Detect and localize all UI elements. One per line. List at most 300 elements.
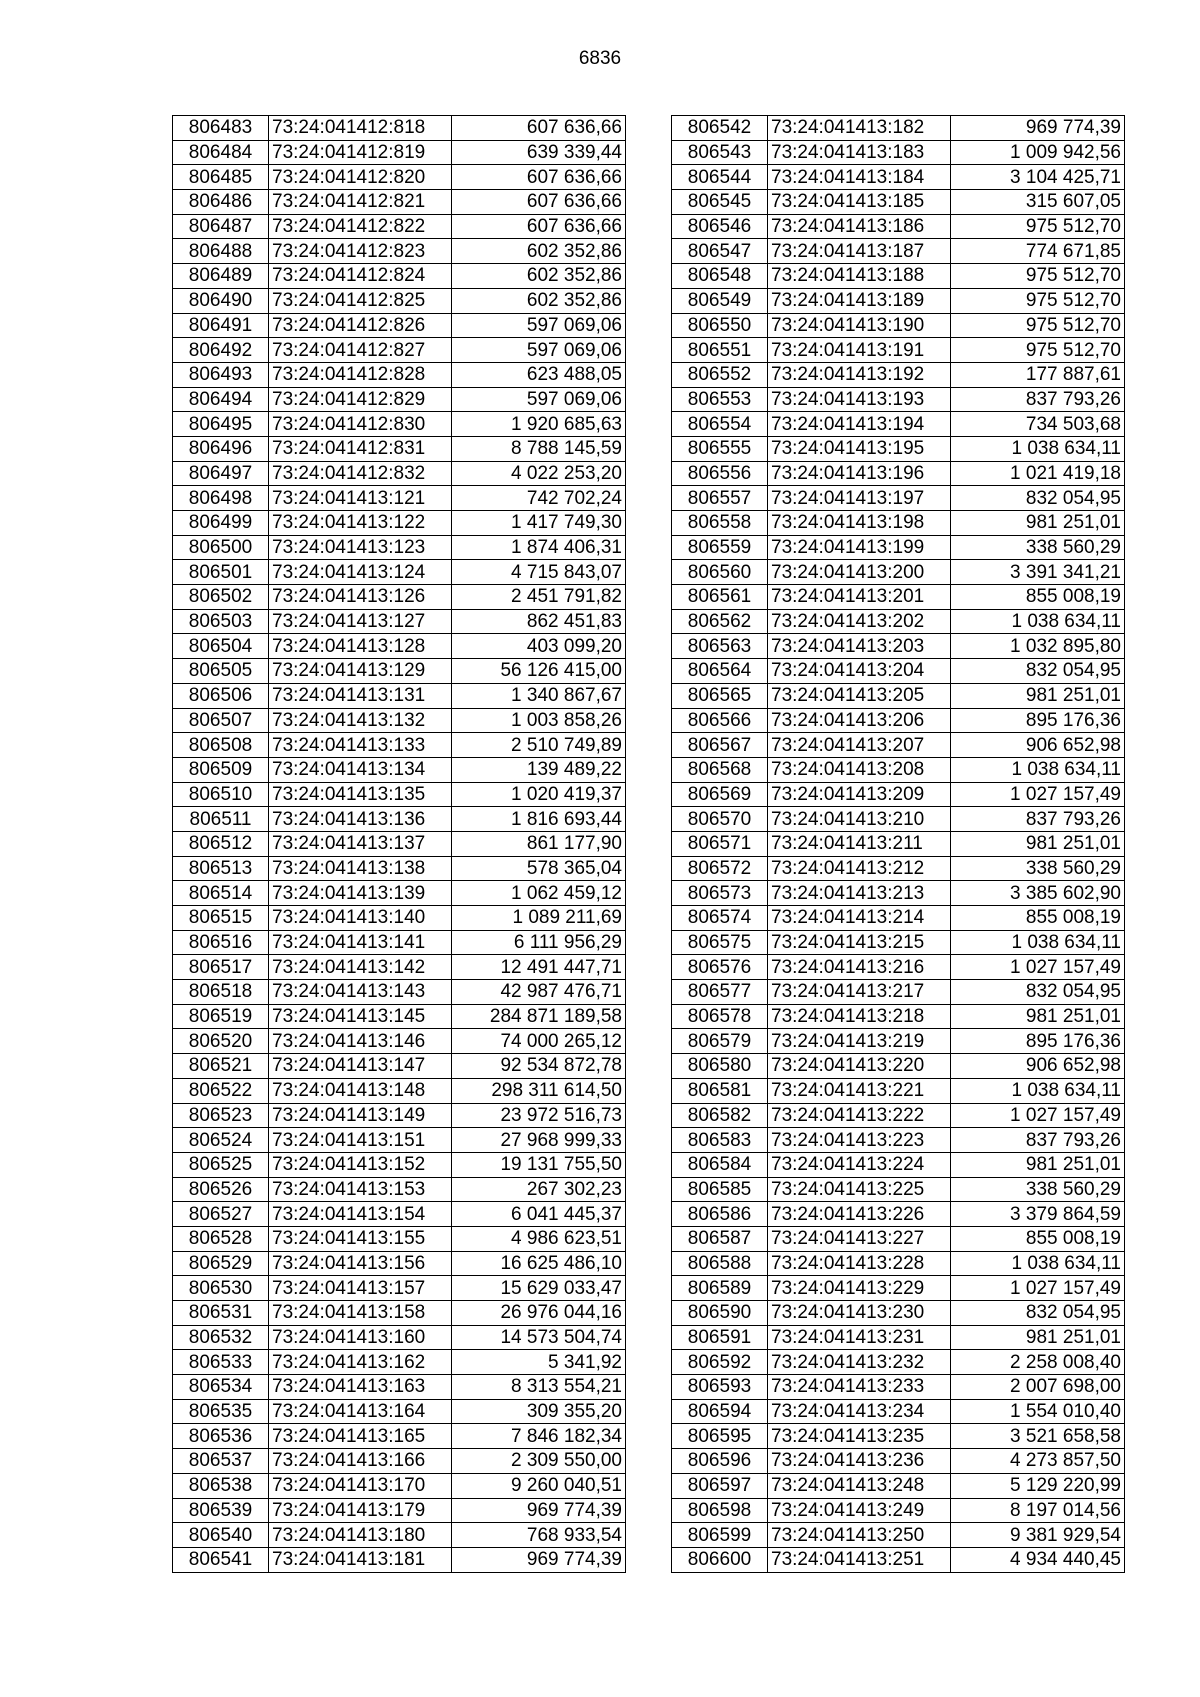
table-row bbox=[672, 535, 1125, 560]
record-number-cell: 806548 bbox=[672, 264, 768, 289]
table-row bbox=[173, 535, 626, 560]
cadastral-number-cell: 73:24:041413:206 bbox=[768, 708, 951, 733]
table-row bbox=[672, 1251, 1125, 1276]
cadastral-value-cell: 1 021 419,18 bbox=[951, 461, 1125, 486]
record-number-cell: 806500 bbox=[173, 535, 269, 560]
table-row bbox=[173, 782, 626, 807]
table-row bbox=[672, 1276, 1125, 1301]
cadastral-value-cell: 969 774,39 bbox=[452, 1498, 626, 1523]
table-row bbox=[173, 1078, 626, 1103]
record-number-cell: 806576 bbox=[672, 955, 768, 980]
cadastral-number-cell: 73:24:041413:201 bbox=[768, 585, 951, 610]
cadastral-value-cell: 4 715 843,07 bbox=[452, 560, 626, 585]
cadastral-value-cell: 607 636,66 bbox=[452, 190, 626, 215]
cadastral-number-cell: 73:24:041413:189 bbox=[768, 288, 951, 313]
cadastral-value-cell: 42 987 476,71 bbox=[452, 980, 626, 1005]
record-number-cell: 806558 bbox=[672, 511, 768, 536]
cadastral-value-cell: 3 104 425,71 bbox=[951, 165, 1125, 190]
record-number-cell: 806598 bbox=[672, 1498, 768, 1523]
cadastral-value-cell: 855 008,19 bbox=[951, 1226, 1125, 1251]
record-number-cell: 806516 bbox=[173, 930, 269, 955]
cadastral-number-cell: 73:24:041413:212 bbox=[768, 856, 951, 881]
cadastral-value-cell: 338 560,29 bbox=[951, 535, 1125, 560]
cadastral-number-cell: 73:24:041413:203 bbox=[768, 634, 951, 659]
cadastral-value-cell: 5 129 220,99 bbox=[951, 1473, 1125, 1498]
table-row bbox=[672, 733, 1125, 758]
record-number-cell: 806522 bbox=[173, 1078, 269, 1103]
cadastral-number-cell: 73:24:041413:147 bbox=[269, 1054, 452, 1079]
record-number-cell: 806538 bbox=[173, 1473, 269, 1498]
table-row bbox=[672, 288, 1125, 313]
cadastral-number-cell: 73:24:041413:153 bbox=[269, 1177, 452, 1202]
record-number-cell: 806549 bbox=[672, 288, 768, 313]
cadastral-value-cell: 7 846 182,34 bbox=[452, 1424, 626, 1449]
cadastral-value-cell: 602 352,86 bbox=[452, 264, 626, 289]
cadastral-value-cell: 5 341,92 bbox=[452, 1350, 626, 1375]
record-number-cell: 806544 bbox=[672, 165, 768, 190]
table-row bbox=[672, 930, 1125, 955]
cadastral-value-cell: 1 003 858,26 bbox=[452, 708, 626, 733]
cadastral-number-cell: 73:24:041413:157 bbox=[269, 1276, 452, 1301]
record-number-cell: 806566 bbox=[672, 708, 768, 733]
cadastral-value-cell: 607 636,66 bbox=[452, 214, 626, 239]
table-row bbox=[672, 1202, 1125, 1227]
table-row bbox=[672, 659, 1125, 684]
table-row bbox=[672, 560, 1125, 585]
cadastral-value-cell: 1 417 749,30 bbox=[452, 511, 626, 536]
cadastral-value-cell: 607 636,66 bbox=[452, 165, 626, 190]
cadastral-number-cell: 73:24:041413:220 bbox=[768, 1054, 951, 1079]
cadastral-number-cell: 73:24:041413:149 bbox=[269, 1103, 452, 1128]
record-number-cell: 806545 bbox=[672, 190, 768, 215]
record-number-cell: 806504 bbox=[173, 634, 269, 659]
table-row bbox=[173, 1473, 626, 1498]
table-row bbox=[173, 190, 626, 215]
cadastral-value-cell: 338 560,29 bbox=[951, 1177, 1125, 1202]
record-number-cell: 806529 bbox=[173, 1251, 269, 1276]
table-row bbox=[672, 609, 1125, 634]
record-number-cell: 806595 bbox=[672, 1424, 768, 1449]
cadastral-number-cell: 73:24:041413:251 bbox=[768, 1547, 951, 1572]
cadastral-value-cell: 8 197 014,56 bbox=[951, 1498, 1125, 1523]
cadastral-value-cell: 1 032 895,80 bbox=[951, 634, 1125, 659]
cadastral-value-cell: 969 774,39 bbox=[452, 1547, 626, 1572]
table-row bbox=[173, 412, 626, 437]
cadastral-value-cell: 602 352,86 bbox=[452, 288, 626, 313]
record-number-cell: 806574 bbox=[672, 906, 768, 931]
table-row bbox=[173, 683, 626, 708]
cadastral-number-cell: 73:24:041413:154 bbox=[269, 1202, 452, 1227]
record-number-cell: 806592 bbox=[672, 1350, 768, 1375]
record-number-cell: 806547 bbox=[672, 239, 768, 264]
cadastral-number-cell: 73:24:041413:142 bbox=[269, 955, 452, 980]
cadastral-number-cell: 73:24:041413:187 bbox=[768, 239, 951, 264]
cadastral-value-cell: 774 671,85 bbox=[951, 239, 1125, 264]
record-number-cell: 806523 bbox=[173, 1103, 269, 1128]
table-row bbox=[672, 1399, 1125, 1424]
table-row bbox=[173, 239, 626, 264]
record-number-cell: 806515 bbox=[173, 906, 269, 931]
cadastral-value-cell: 14 573 504,74 bbox=[452, 1325, 626, 1350]
record-number-cell: 806533 bbox=[173, 1350, 269, 1375]
cadastral-number-cell: 73:24:041413:164 bbox=[269, 1399, 452, 1424]
cadastral-number-cell: 73:24:041413:217 bbox=[768, 980, 951, 1005]
table-row bbox=[173, 1128, 626, 1153]
table-row bbox=[672, 387, 1125, 412]
table-row bbox=[672, 1498, 1125, 1523]
cadastral-number-cell: 73:24:041413:128 bbox=[269, 634, 452, 659]
cadastral-number-cell: 73:24:041413:202 bbox=[768, 609, 951, 634]
table-row bbox=[173, 1547, 626, 1572]
cadastral-number-cell: 73:24:041413:131 bbox=[269, 683, 452, 708]
cadastral-value-cell: 742 702,24 bbox=[452, 486, 626, 511]
cadastral-number-cell: 73:24:041412:819 bbox=[269, 140, 452, 165]
cadastral-value-cell: 9 381 929,54 bbox=[951, 1523, 1125, 1548]
record-number-cell: 806491 bbox=[173, 313, 269, 338]
cadastral-number-cell: 73:24:041413:162 bbox=[269, 1350, 452, 1375]
table-row bbox=[173, 807, 626, 832]
table-row bbox=[672, 1547, 1125, 1572]
table-row bbox=[173, 1202, 626, 1227]
cadastral-number-cell: 73:24:041413:123 bbox=[269, 535, 452, 560]
record-number-cell: 806573 bbox=[672, 881, 768, 906]
cadastral-value-cell: 1 038 634,11 bbox=[951, 1078, 1125, 1103]
cadastral-value-cell: 975 512,70 bbox=[951, 313, 1125, 338]
cadastral-number-cell: 73:24:041412:825 bbox=[269, 288, 452, 313]
record-number-cell: 806507 bbox=[173, 708, 269, 733]
table-row bbox=[672, 757, 1125, 782]
record-number-cell: 806506 bbox=[173, 683, 269, 708]
table-row bbox=[672, 140, 1125, 165]
record-number-cell: 806509 bbox=[173, 757, 269, 782]
table-row bbox=[173, 116, 626, 141]
page-number: 6836 bbox=[578, 48, 622, 69]
record-number-cell: 806553 bbox=[672, 387, 768, 412]
cadastral-value-cell: 1 020 419,37 bbox=[452, 782, 626, 807]
table-row bbox=[672, 1301, 1125, 1326]
table-row bbox=[672, 881, 1125, 906]
table-row bbox=[173, 733, 626, 758]
table-row bbox=[672, 1350, 1125, 1375]
cadastral-number-cell: 73:24:041413:179 bbox=[269, 1498, 452, 1523]
cadastral-value-cell: 1 027 157,49 bbox=[951, 955, 1125, 980]
cadastral-value-cell: 3 385 602,90 bbox=[951, 881, 1125, 906]
cadastral-value-cell: 4 273 857,50 bbox=[951, 1449, 1125, 1474]
record-number-cell: 806550 bbox=[672, 313, 768, 338]
table-row bbox=[672, 1152, 1125, 1177]
record-number-cell: 806584 bbox=[672, 1152, 768, 1177]
record-number-cell: 806510 bbox=[173, 782, 269, 807]
table-row bbox=[173, 1004, 626, 1029]
record-number-cell: 806600 bbox=[672, 1547, 768, 1572]
cadastral-number-cell: 73:24:041413:143 bbox=[269, 980, 452, 1005]
cadastral-value-cell: 981 251,01 bbox=[951, 831, 1125, 856]
table-row bbox=[173, 1375, 626, 1400]
cadastral-number-cell: 73:24:041413:222 bbox=[768, 1103, 951, 1128]
cadastral-value-cell: 298 311 614,50 bbox=[452, 1078, 626, 1103]
cadastral-number-cell: 73:24:041413:126 bbox=[269, 585, 452, 610]
cadastral-number-cell: 73:24:041413:208 bbox=[768, 757, 951, 782]
cadastral-number-cell: 73:24:041413:205 bbox=[768, 683, 951, 708]
record-number-cell: 806536 bbox=[173, 1424, 269, 1449]
record-number-cell: 806519 bbox=[173, 1004, 269, 1029]
record-number-cell: 806570 bbox=[672, 807, 768, 832]
table-row bbox=[173, 831, 626, 856]
record-number-cell: 806517 bbox=[173, 955, 269, 980]
cadastral-value-cell: 315 607,05 bbox=[951, 190, 1125, 215]
cadastral-number-cell: 73:24:041413:127 bbox=[269, 609, 452, 634]
record-number-cell: 806520 bbox=[173, 1029, 269, 1054]
table-row bbox=[173, 1152, 626, 1177]
cadastral-number-cell: 73:24:041412:830 bbox=[269, 412, 452, 437]
record-number-cell: 806542 bbox=[672, 116, 768, 141]
cadastral-value-cell: 1 038 634,11 bbox=[951, 609, 1125, 634]
cadastral-value-cell: 2 007 698,00 bbox=[951, 1375, 1125, 1400]
cadastral-value-cell: 1 554 010,40 bbox=[951, 1399, 1125, 1424]
record-number-cell: 806494 bbox=[173, 387, 269, 412]
record-number-cell: 806532 bbox=[173, 1325, 269, 1350]
cadastral-number-cell: 73:24:041413:213 bbox=[768, 881, 951, 906]
cadastral-number-cell: 73:24:041413:232 bbox=[768, 1350, 951, 1375]
record-number-cell: 806534 bbox=[173, 1375, 269, 1400]
table-row bbox=[173, 560, 626, 585]
table-row bbox=[173, 511, 626, 536]
cadastral-number-cell: 73:24:041412:818 bbox=[269, 116, 452, 141]
record-number-cell: 806488 bbox=[173, 239, 269, 264]
cadastral-value-cell: 92 534 872,78 bbox=[452, 1054, 626, 1079]
cadastral-value-cell: 4 934 440,45 bbox=[951, 1547, 1125, 1572]
cadastral-value-cell: 837 793,26 bbox=[951, 387, 1125, 412]
cadastral-value-cell: 74 000 265,12 bbox=[452, 1029, 626, 1054]
cadastral-value-cell: 267 302,23 bbox=[452, 1177, 626, 1202]
cadastral-number-cell: 73:24:041412:829 bbox=[269, 387, 452, 412]
record-number-cell: 806502 bbox=[173, 585, 269, 610]
cadastral-number-cell: 73:24:041413:133 bbox=[269, 733, 452, 758]
cadastral-value-cell: 832 054,95 bbox=[951, 980, 1125, 1005]
table-row bbox=[672, 1449, 1125, 1474]
record-number-cell: 806496 bbox=[173, 436, 269, 461]
table-row bbox=[672, 486, 1125, 511]
table-row bbox=[173, 1301, 626, 1326]
cadastral-value-cell: 861 177,90 bbox=[452, 831, 626, 856]
cadastral-value-cell: 981 251,01 bbox=[951, 1004, 1125, 1029]
table-row bbox=[672, 585, 1125, 610]
table-row bbox=[173, 1029, 626, 1054]
cadastral-number-cell: 73:24:041413:185 bbox=[768, 190, 951, 215]
cadastral-number-cell: 73:24:041413:158 bbox=[269, 1301, 452, 1326]
record-number-cell: 806568 bbox=[672, 757, 768, 782]
cadastral-number-cell: 73:24:041413:188 bbox=[768, 264, 951, 289]
cadastral-number-cell: 73:24:041413:145 bbox=[269, 1004, 452, 1029]
table-row bbox=[173, 659, 626, 684]
cadastral-number-cell: 73:24:041413:193 bbox=[768, 387, 951, 412]
cadastral-number-cell: 73:24:041413:214 bbox=[768, 906, 951, 931]
cadastral-number-cell: 73:24:041413:198 bbox=[768, 511, 951, 536]
record-number-cell: 806571 bbox=[672, 831, 768, 856]
cadastral-value-cell: 1 816 693,44 bbox=[452, 807, 626, 832]
table-row bbox=[672, 1029, 1125, 1054]
cadastral-value-cell: 16 625 486,10 bbox=[452, 1251, 626, 1276]
record-number-cell: 806585 bbox=[672, 1177, 768, 1202]
table-row bbox=[672, 313, 1125, 338]
cadastral-value-cell: 8 788 145,59 bbox=[452, 436, 626, 461]
cadastral-number-cell: 73:24:041413:215 bbox=[768, 930, 951, 955]
table-row bbox=[672, 239, 1125, 264]
record-number-cell: 806489 bbox=[173, 264, 269, 289]
cadastral-number-cell: 73:24:041413:230 bbox=[768, 1301, 951, 1326]
cadastral-number-cell: 73:24:041413:134 bbox=[269, 757, 452, 782]
record-number-cell: 806564 bbox=[672, 659, 768, 684]
table-row bbox=[173, 955, 626, 980]
cadastral-value-cell: 27 968 999,33 bbox=[452, 1128, 626, 1153]
cadastral-value-cell: 177 887,61 bbox=[951, 362, 1125, 387]
cadastral-value-cell: 3 379 864,59 bbox=[951, 1202, 1125, 1227]
cadastral-number-cell: 73:24:041413:132 bbox=[269, 708, 452, 733]
cadastral-value-cell: 2 510 749,89 bbox=[452, 733, 626, 758]
record-number-cell: 806599 bbox=[672, 1523, 768, 1548]
cadastral-number-cell: 73:24:041413:221 bbox=[768, 1078, 951, 1103]
cadastral-value-cell: 1 038 634,11 bbox=[951, 436, 1125, 461]
cadastral-value-cell: 4 986 623,51 bbox=[452, 1226, 626, 1251]
registry-table-left bbox=[172, 115, 626, 1573]
table-row bbox=[173, 1103, 626, 1128]
record-number-cell: 806590 bbox=[672, 1301, 768, 1326]
table-row bbox=[672, 116, 1125, 141]
record-number-cell: 806528 bbox=[173, 1226, 269, 1251]
cadastral-number-cell: 73:24:041413:148 bbox=[269, 1078, 452, 1103]
table-row bbox=[173, 461, 626, 486]
cadastral-value-cell: 1 027 157,49 bbox=[951, 1103, 1125, 1128]
cadastral-value-cell: 862 451,83 bbox=[452, 609, 626, 634]
record-number-cell: 806486 bbox=[173, 190, 269, 215]
record-number-cell: 806543 bbox=[672, 140, 768, 165]
cadastral-number-cell: 73:24:041412:827 bbox=[269, 338, 452, 363]
cadastral-value-cell: 2 451 791,82 bbox=[452, 585, 626, 610]
cadastral-number-cell: 73:24:041413:235 bbox=[768, 1424, 951, 1449]
cadastral-value-cell: 1 038 634,11 bbox=[951, 930, 1125, 955]
record-number-cell: 806485 bbox=[173, 165, 269, 190]
table-row bbox=[173, 856, 626, 881]
record-number-cell: 806490 bbox=[173, 288, 269, 313]
cadastral-number-cell: 73:24:041413:218 bbox=[768, 1004, 951, 1029]
cadastral-value-cell: 1 920 685,63 bbox=[452, 412, 626, 437]
cadastral-value-cell: 855 008,19 bbox=[951, 585, 1125, 610]
record-number-cell: 806596 bbox=[672, 1449, 768, 1474]
table-row bbox=[672, 1226, 1125, 1251]
cadastral-value-cell: 597 069,06 bbox=[452, 387, 626, 412]
cadastral-number-cell: 73:24:041413:140 bbox=[269, 906, 452, 931]
record-number-cell: 806575 bbox=[672, 930, 768, 955]
cadastral-value-cell: 3 391 341,21 bbox=[951, 560, 1125, 585]
table-row bbox=[672, 436, 1125, 461]
table-row bbox=[173, 436, 626, 461]
record-number-cell: 806577 bbox=[672, 980, 768, 1005]
record-number-cell: 806531 bbox=[173, 1301, 269, 1326]
cadastral-number-cell: 73:24:041413:183 bbox=[768, 140, 951, 165]
cadastral-number-cell: 73:24:041412:831 bbox=[269, 436, 452, 461]
cadastral-number-cell: 73:24:041413:196 bbox=[768, 461, 951, 486]
record-number-cell: 806569 bbox=[672, 782, 768, 807]
cadastral-number-cell: 73:24:041413:124 bbox=[269, 560, 452, 585]
record-number-cell: 806492 bbox=[173, 338, 269, 363]
record-number-cell: 806563 bbox=[672, 634, 768, 659]
table-row bbox=[672, 338, 1125, 363]
table-row bbox=[672, 1128, 1125, 1153]
record-number-cell: 806579 bbox=[672, 1029, 768, 1054]
table-row bbox=[173, 486, 626, 511]
cadastral-number-cell: 73:24:041413:236 bbox=[768, 1449, 951, 1474]
cadastral-number-cell: 73:24:041413:249 bbox=[768, 1498, 951, 1523]
record-number-cell: 806597 bbox=[672, 1473, 768, 1498]
table-row bbox=[672, 807, 1125, 832]
registry-table-left-body bbox=[173, 116, 626, 1573]
cadastral-number-cell: 73:24:041413:181 bbox=[269, 1547, 452, 1572]
cadastral-value-cell: 6 111 956,29 bbox=[452, 930, 626, 955]
cadastral-value-cell: 6 041 445,37 bbox=[452, 1202, 626, 1227]
cadastral-number-cell: 73:24:041412:821 bbox=[269, 190, 452, 215]
record-number-cell: 806487 bbox=[173, 214, 269, 239]
record-number-cell: 806526 bbox=[173, 1177, 269, 1202]
cadastral-value-cell: 23 972 516,73 bbox=[452, 1103, 626, 1128]
cadastral-number-cell: 73:24:041412:820 bbox=[269, 165, 452, 190]
cadastral-value-cell: 623 488,05 bbox=[452, 362, 626, 387]
cadastral-value-cell: 4 022 253,20 bbox=[452, 461, 626, 486]
cadastral-number-cell: 73:24:041413:195 bbox=[768, 436, 951, 461]
table-row bbox=[672, 634, 1125, 659]
table-row bbox=[672, 1054, 1125, 1079]
table-row bbox=[173, 1054, 626, 1079]
table-row bbox=[672, 1523, 1125, 1548]
cadastral-value-cell: 9 260 040,51 bbox=[452, 1473, 626, 1498]
cadastral-value-cell: 981 251,01 bbox=[951, 683, 1125, 708]
cadastral-value-cell: 734 503,68 bbox=[951, 412, 1125, 437]
table-row bbox=[173, 980, 626, 1005]
record-number-cell: 806567 bbox=[672, 733, 768, 758]
cadastral-number-cell: 73:24:041413:137 bbox=[269, 831, 452, 856]
cadastral-value-cell: 837 793,26 bbox=[951, 1128, 1125, 1153]
cadastral-number-cell: 73:24:041413:191 bbox=[768, 338, 951, 363]
cadastral-value-cell: 1 089 211,69 bbox=[452, 906, 626, 931]
cadastral-value-cell: 284 871 189,58 bbox=[452, 1004, 626, 1029]
table-row bbox=[672, 980, 1125, 1005]
cadastral-value-cell: 855 008,19 bbox=[951, 906, 1125, 931]
cadastral-number-cell: 73:24:041413:138 bbox=[269, 856, 452, 881]
record-number-cell: 806562 bbox=[672, 609, 768, 634]
cadastral-value-cell: 895 176,36 bbox=[951, 1029, 1125, 1054]
cadastral-number-cell: 73:24:041413:231 bbox=[768, 1325, 951, 1350]
cadastral-number-cell: 73:24:041412:822 bbox=[269, 214, 452, 239]
cadastral-number-cell: 73:24:041413:248 bbox=[768, 1473, 951, 1498]
cadastral-number-cell: 73:24:041413:197 bbox=[768, 486, 951, 511]
table-row bbox=[173, 708, 626, 733]
cadastral-value-cell: 1 062 459,12 bbox=[452, 881, 626, 906]
cadastral-number-cell: 73:24:041413:211 bbox=[768, 831, 951, 856]
cadastral-number-cell: 73:24:041413:192 bbox=[768, 362, 951, 387]
table-row bbox=[672, 1325, 1125, 1350]
table-row bbox=[173, 1325, 626, 1350]
cadastral-value-cell: 975 512,70 bbox=[951, 338, 1125, 363]
table-row bbox=[173, 1276, 626, 1301]
cadastral-number-cell: 73:24:041413:209 bbox=[768, 782, 951, 807]
cadastral-value-cell: 906 652,98 bbox=[951, 733, 1125, 758]
cadastral-value-cell: 8 313 554,21 bbox=[452, 1375, 626, 1400]
cadastral-number-cell: 73:24:041413:216 bbox=[768, 955, 951, 980]
record-number-cell: 806527 bbox=[173, 1202, 269, 1227]
cadastral-value-cell: 1 027 157,49 bbox=[951, 782, 1125, 807]
cadastral-number-cell: 73:24:041412:828 bbox=[269, 362, 452, 387]
record-number-cell: 806582 bbox=[672, 1103, 768, 1128]
registry-table-right bbox=[671, 115, 1125, 1573]
